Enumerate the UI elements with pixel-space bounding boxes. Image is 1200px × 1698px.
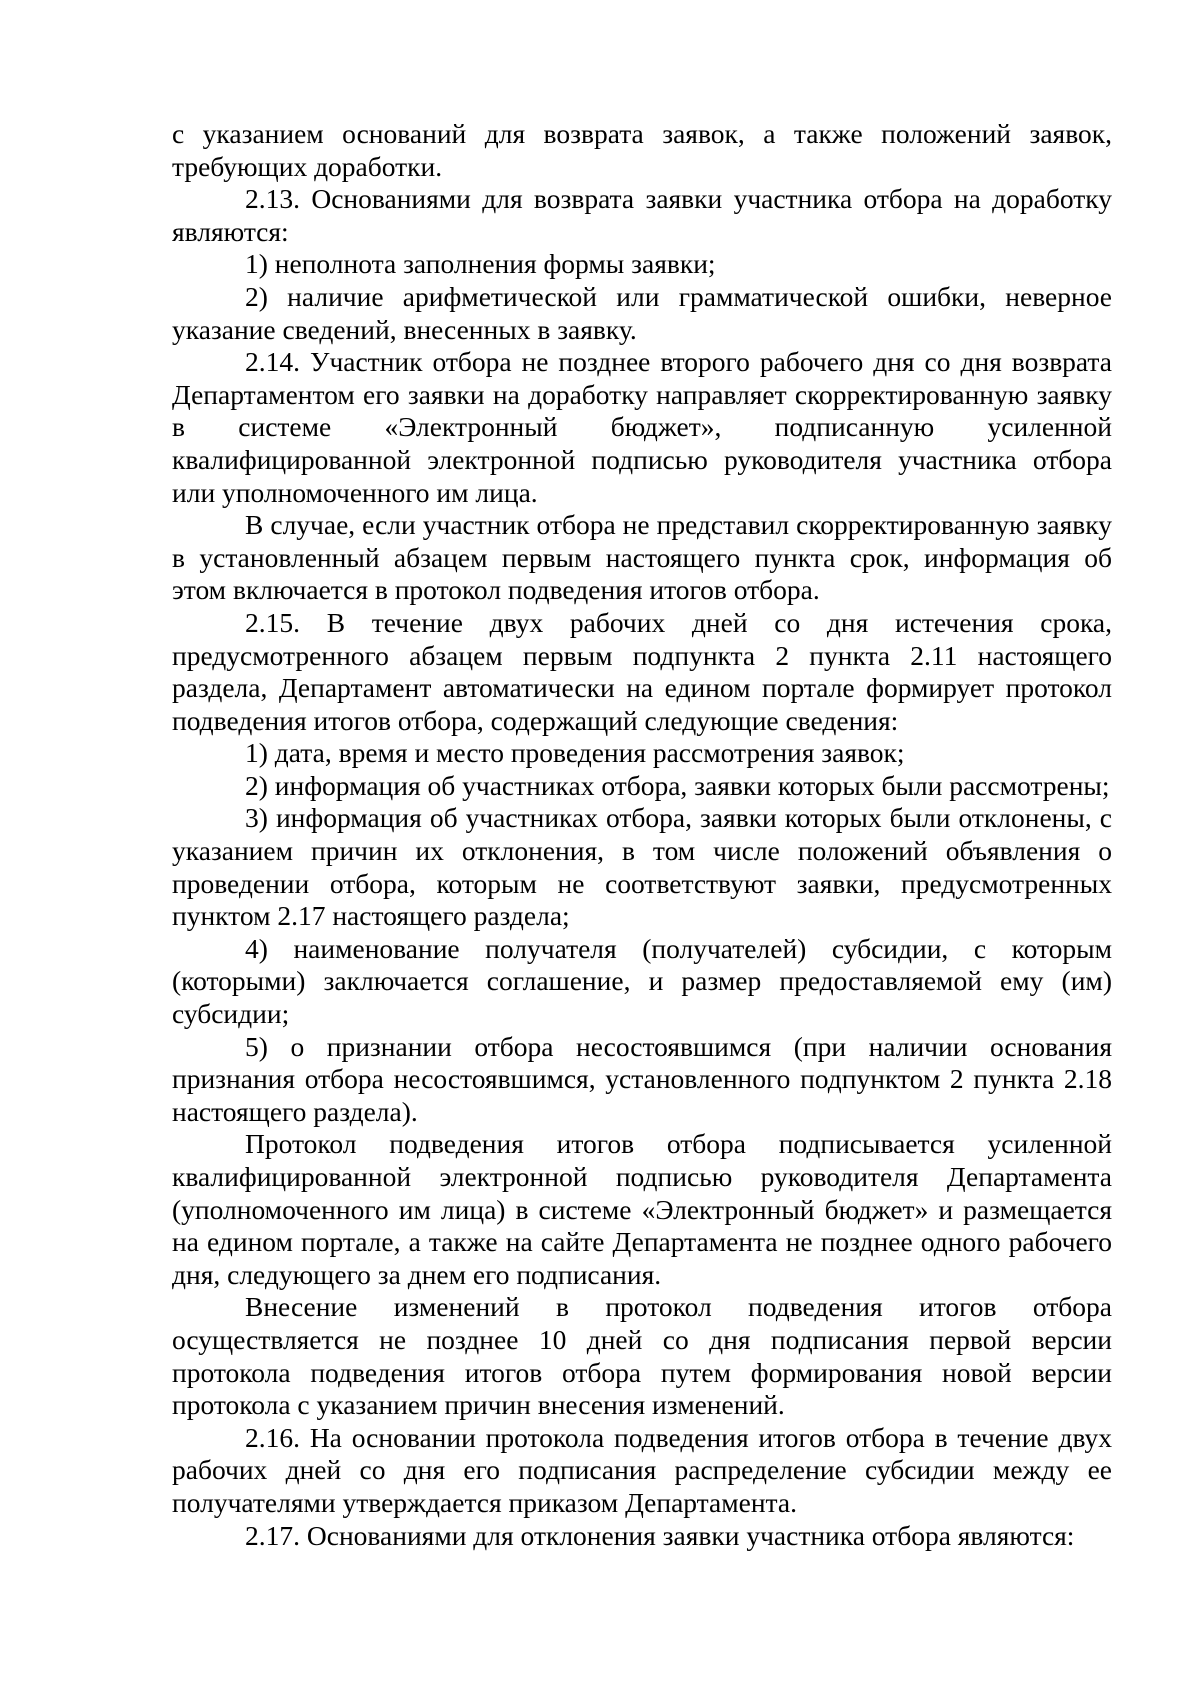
paragraph-2-14: 2.14. Участник отбора не позднее второго рабочего дня со дня возврата Департаментом его заявки на доработку направляет скорректированную заявку в системе «Электронный бюджет», подписанную усиленной квалифицированной электронной подписью руководителя участника отбора или уполномоченного им лица. [172, 346, 1112, 508]
document-page [172, 118, 1112, 1552]
list-item-2-15-3: 3) информация об участниках отбора, заявки которых были отклонены, с указанием причин их отклонения, в том числе положений объявления о проведении отбора, которым не соответствуют заявки, предусмотренных пунктом 2.17 настоящего раздела; [172, 802, 1112, 932]
paragraph-2-13: 2.13. Основаниями для возврата заявки участника отбора на доработку являются: [172, 183, 1112, 247]
list-item-2-15-2: 2) информация об участниках отбора, заявки которых были рассмотрены; [245, 769, 1110, 801]
paragraph-2-16: 2.16. На основании протокола подведения итогов отбора в течение двух рабочих дней со дня его подписания распределение субсидии между ее получателями утверждается приказом Департамента. [172, 1421, 1112, 1518]
list-item-2-15-4: 4) наименование получателя (получателей) субсидии, с которым (которыми) заключается соглашение, и размер предоставляемой ему (им) субсидии; [172, 932, 1112, 1030]
list-item-2-13-1: 1) неполнота заполнения формы заявки; [245, 248, 716, 280]
list-item-2-15-1: 1) дата, время и место проведения рассмотрения заявок; [245, 737, 905, 769]
paragraph-protocol-changes: Внесение изменений в протокол подведения итогов отбора осуществляется не позднее 10 дней со дня подписания первой версии протокола подведения итогов отбора путем формирования новой версии протокола с указанием причин внесения изменений. [172, 1291, 1112, 1421]
list-item-2-15-5: 5) о признании отбора несостоявшимся (при наличии основания признания отбора несостоявшимся, установленного подпунктом 2 пункта 2.18 настоящего раздела). [172, 1030, 1112, 1127]
paragraph-2-14-case: В случае, если участник отбора не представил скорректированную заявку в установленный абзацем первым настоящего пункта срок, информация об этом включается в протокол подведения итогов отбора. [172, 509, 1112, 606]
list-item-2-13-2: 2) наличие арифметической или грамматической ошибки, неверное указание сведений, внесенных в заявку. [172, 280, 1112, 345]
paragraph-2-17: 2.17. Основаниями для отклонения заявки участника отбора являются: [245, 1519, 1075, 1551]
paragraph-protocol-signing: Протокол подведения итогов отбора подписывается усиленной квалифицированной электронной подписью руководителя Департамента (уполномоченного им лица) в системе «Электронный бюджет» и размещается на едином портале, а также на сайте Департамента не позднее одного рабочего дня, следующего за днем его подписания. [172, 1128, 1112, 1290]
paragraph-2-15: 2.15. В течение двух рабочих дней со дня истечения срока, предусмотренного абзацем первым подпункта 2 пункта 2.11 настоящего раздела, Департамент автоматически на едином портале формирует протокол подведения итогов отбора, содержащий следующие сведения: [172, 606, 1112, 736]
paragraph-continuation: с указанием оснований для возврата заявок, а также положений заявок, требующих доработки. [172, 118, 1112, 182]
